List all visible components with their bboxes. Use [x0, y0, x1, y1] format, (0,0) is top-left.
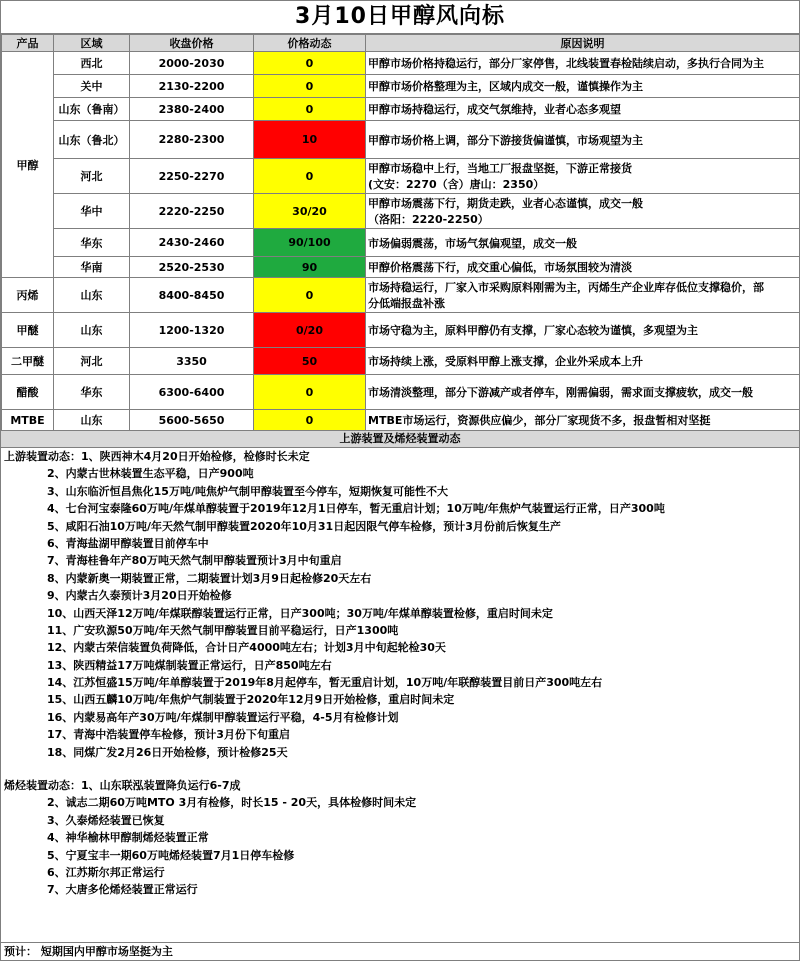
region-cell: 河北 — [54, 348, 130, 375]
list-item — [1, 465, 799, 482]
list-item — [1, 518, 799, 535]
list-item-text: 5、宁夏宝丰一期60万吨烯烃装置7月1日停车检修 — [47, 848, 295, 862]
list-label: 上游装置动态： — [4, 450, 81, 463]
forecast-text: 预计： 短期国内甲醇市场坚挺为主 — [1, 942, 799, 960]
table-row — [2, 313, 800, 348]
reason-text: 市场清淡整理，部分下游减产或者停车，刚需偏弱，需求面支撑疲软，成交一般 — [368, 386, 753, 399]
list-item — [1, 794, 799, 811]
list-item-text: 7、大唐多伦烯烃装置正常运行 — [47, 883, 198, 897]
region-cell: 西北 — [54, 52, 130, 75]
list-item — [1, 777, 799, 794]
reason-cell — [366, 278, 800, 313]
reason-cell — [366, 229, 800, 257]
product-cell: 甲醇 — [2, 52, 54, 278]
table-row — [2, 348, 800, 375]
region-cell: 山东（鲁北） — [54, 121, 130, 159]
region-cell: 山东 — [54, 313, 130, 348]
list-item — [1, 622, 799, 639]
table-row — [2, 278, 800, 313]
list-item-text: 3、久泰烯烃装置已恢复 — [47, 813, 165, 827]
region-cell: 华东 — [54, 375, 130, 410]
product-cell: 二甲醚 — [2, 348, 54, 375]
header-product: 产品 — [2, 35, 54, 52]
list-item — [1, 726, 799, 743]
region-cell: 华南 — [54, 257, 130, 278]
table-row — [2, 375, 800, 410]
reason-text: 市场偏弱震荡，市场气氛偏观望，成交一般 — [368, 236, 577, 250]
list-item-text: 8、内蒙新奥一期装置正常，二期装置计划3月9日起检修20天左右 — [47, 571, 372, 585]
reason-text: 甲醇市场价格整理为主，区域内成交一般，谨慎操作为主 — [368, 80, 643, 93]
list-item-text: 5、咸阳石油10万吨/年天然气制甲醇装置2020年10月31日起因限气停车检修，预计3月份前后恢复生产 — [47, 519, 561, 533]
reason-text: 市场持续上涨，受原料甲醇上涨支撑，企业外采成本上升 — [368, 355, 643, 368]
reason-text-extra: (文安：2270（含）唐山：2350） — [368, 178, 545, 191]
price-cell: 2430-2460 — [130, 229, 254, 257]
price-cell: 2000-2030 — [130, 52, 254, 75]
reason-text-extra: （洛阳：2220-2250） — [368, 213, 489, 226]
list-item — [1, 587, 799, 604]
reason-cell — [366, 313, 800, 348]
list-item-text: 6、江苏斯尔邦正常运行 — [47, 865, 165, 879]
list-item — [1, 881, 799, 898]
reason-cell — [366, 75, 800, 98]
list-item-text: 10、山西天泽12万吨/年煤联醇装置运行正常，日产300吨；30万吨/年煤单醇装置检修，重启时间未定 — [47, 606, 553, 620]
list-item-text: 3、山东临沂恒昌焦化15万吨/吨焦炉气制甲醇装置至今停车，短期恢复可能性不大 — [47, 484, 448, 498]
reason-cell — [366, 121, 800, 159]
list-item-text: 2、内蒙古世林装置生态平稳，日产900吨 — [47, 467, 254, 481]
table-row — [2, 121, 800, 159]
list-item — [1, 570, 799, 587]
header-price: 收盘价格 — [130, 35, 254, 52]
section-title: 上游装置及烯烃装置动态 — [1, 431, 799, 448]
region-cell: 河北 — [54, 159, 130, 194]
olefin-list — [1, 777, 799, 899]
region-cell: 山东 — [54, 410, 130, 431]
list-label: 烯烃装置动态： — [4, 779, 81, 793]
reason-text: MTBE市场运行，资源供应偏少，部分厂家现货不多，报盘暂相对坚挺 — [368, 414, 711, 427]
reason-cell — [366, 257, 800, 278]
list-item-text: 4、神华榆林甲醇制烯烃装置正常 — [47, 831, 209, 845]
table-row — [2, 75, 800, 98]
reason-text: 甲醇市场震荡下行，期货走跌，业者心态谨慎，成交一般 — [368, 197, 643, 210]
list-item — [1, 535, 799, 552]
price-cell: 1200-1320 — [130, 313, 254, 348]
region-cell: 华中 — [54, 194, 130, 229]
reason-text: 甲醇市场持稳运行，成交气氛维持，业者心态多观望 — [368, 103, 621, 116]
list-item-text: 18、同煤广发2月26日开始检修，预计检修25天 — [47, 745, 288, 759]
reason-text: 甲醇市场稳中上行，当地工厂报盘坚挺，下游正常接货 — [368, 162, 632, 175]
region-cell: 关中 — [54, 75, 130, 98]
list-item-text: 1、陕西神木4月20日开始检修，检修时长未定 — [81, 450, 310, 463]
price-cell: 2130-2200 — [130, 75, 254, 98]
product-cell: 丙烯 — [2, 278, 54, 313]
table-row — [2, 229, 800, 257]
list-item — [1, 605, 799, 622]
list-item-text: 17、青海中浩装置停车检修，预计3月份下旬重启 — [47, 728, 290, 742]
change-cell: 0/20 — [254, 313, 366, 348]
product-cell: MTBE — [2, 410, 54, 431]
product-cell: 甲醚 — [2, 313, 54, 348]
list-item — [1, 709, 799, 726]
price-cell: 2380-2400 — [130, 98, 254, 121]
change-cell: 0 — [254, 98, 366, 121]
list-item — [1, 639, 799, 656]
change-cell: 0 — [254, 375, 366, 410]
reason-cell — [366, 98, 800, 121]
price-cell: 2520-2530 — [130, 257, 254, 278]
reason-cell — [366, 159, 800, 194]
list-item-text: 2、诚志二期60万吨MTO 3月有检修，时长15 - 20天，具体检修时间未定 — [47, 796, 417, 810]
change-cell: 0 — [254, 52, 366, 75]
list-item — [1, 448, 799, 465]
page-title: 3月10日甲醇风向标 — [1, 1, 799, 34]
change-cell: 30/20 — [254, 194, 366, 229]
table-row — [2, 98, 800, 121]
region-cell: 华东 — [54, 229, 130, 257]
list-item — [1, 864, 799, 881]
reason-cell — [366, 410, 800, 431]
price-cell: 8400-8450 — [130, 278, 254, 313]
reason-cell — [366, 348, 800, 375]
list-item-text: 11、广安玖源50万吨/年天然气制甲醇装置目前平稳运行，日产1300吨 — [47, 623, 399, 637]
list-item-text: 16、内蒙易高年产30万吨/年煤制甲醇装置运行平稳，4-5月有检修计划 — [47, 710, 399, 724]
list-item-text: 4、七台河宝泰隆60万吨/年煤单醇装置于2019年12月1日停车，暂无重启计划；10万吨/年焦炉气装置运行正常，日产300吨 — [47, 502, 665, 516]
reason-text: 市场守稳为主，原料甲醇仍有支撑，厂家心态较为谨慎，多观望为主 — [368, 324, 698, 337]
list-item — [1, 691, 799, 708]
list-item — [1, 812, 799, 829]
change-cell: 0 — [254, 75, 366, 98]
change-cell: 90 — [254, 257, 366, 278]
table-row — [2, 159, 800, 194]
reason-cell — [366, 194, 800, 229]
price-cell: 5600-5650 — [130, 410, 254, 431]
reason-text: 甲醇市场价格持稳运行，部分厂家停售，北线装置春检陆续启动，多执行合同为主 — [368, 57, 764, 70]
table-row — [2, 410, 800, 431]
list-item — [1, 552, 799, 569]
header-reason: 原因说明 — [366, 35, 800, 52]
product-cell: 醋酸 — [2, 375, 54, 410]
list-item-text: 12、内蒙古荣信装置负荷降低，合计日产4000吨左右；计划3月中旬起轮检30天 — [47, 641, 446, 655]
table-row — [2, 52, 800, 75]
change-cell: 0 — [254, 159, 366, 194]
price-cell: 2220-2250 — [130, 194, 254, 229]
reason-cell — [366, 375, 800, 410]
list-item — [1, 500, 799, 517]
header-region: 区域 — [54, 35, 130, 52]
region-cell: 山东 — [54, 278, 130, 313]
change-cell: 0 — [254, 410, 366, 431]
reason-text: 甲醇市场价格上调，部分下游接货偏谨慎，市场观望为主 — [368, 133, 643, 147]
list-item-text: 14、江苏恒盛15万吨/年单醇装置于2019年8月起停车，暂无重启计划，10万吨/年联醇装置目前日产300吨左右 — [47, 676, 603, 690]
list-item-text: 6、青海盐湖甲醇装置目前停车中 — [47, 536, 209, 550]
list-item — [1, 829, 799, 846]
list-item-text: 7、青海桂鲁年产80万吨天然气制甲醇装置预计3月中旬重启 — [47, 554, 342, 568]
change-cell: 0 — [254, 278, 366, 313]
reason-text: 甲醇价格震荡下行，成交重心偏低，市场氛围较为清淡 — [368, 261, 632, 274]
header-change: 价格动态 — [254, 35, 366, 52]
upstream-list — [1, 448, 799, 761]
list-item-text: 13、陕西精益17万吨煤制装置正常运行，日产850吨左右 — [47, 658, 332, 672]
list-item — [1, 744, 799, 761]
reason-cell — [366, 52, 800, 75]
list-item — [1, 674, 799, 691]
price-cell: 2280-2300 — [130, 121, 254, 159]
list-item-text: 1、山东联泓装置降负运行6-7成 — [81, 779, 241, 793]
list-item-text: 15、山西五麟10万吨/年焦炉气制装置于2020年12月9日开始检修，重启时间未定 — [47, 693, 455, 707]
region-cell: 山东（鲁南） — [54, 98, 130, 121]
list-item — [1, 483, 799, 500]
change-cell: 50 — [254, 348, 366, 375]
price-table — [1, 34, 800, 431]
table-header-row — [2, 35, 800, 52]
list-item — [1, 657, 799, 674]
table-row — [2, 194, 800, 229]
price-cell: 3350 — [130, 348, 254, 375]
price-cell: 6300-6400 — [130, 375, 254, 410]
reason-text-extra: 分低端报盘补涨 — [368, 297, 445, 310]
change-cell: 90/100 — [254, 229, 366, 257]
change-cell: 10 — [254, 121, 366, 159]
list-item — [1, 847, 799, 864]
reason-text: 市场持稳运行，厂家入市采购原料刚需为主，丙烯生产企业库存低位支撑稳价，部 — [368, 281, 764, 294]
price-cell: 2250-2270 — [130, 159, 254, 194]
table-row — [2, 257, 800, 278]
list-item-text: 9、内蒙古久泰预计3月20日开始检修 — [47, 589, 232, 603]
